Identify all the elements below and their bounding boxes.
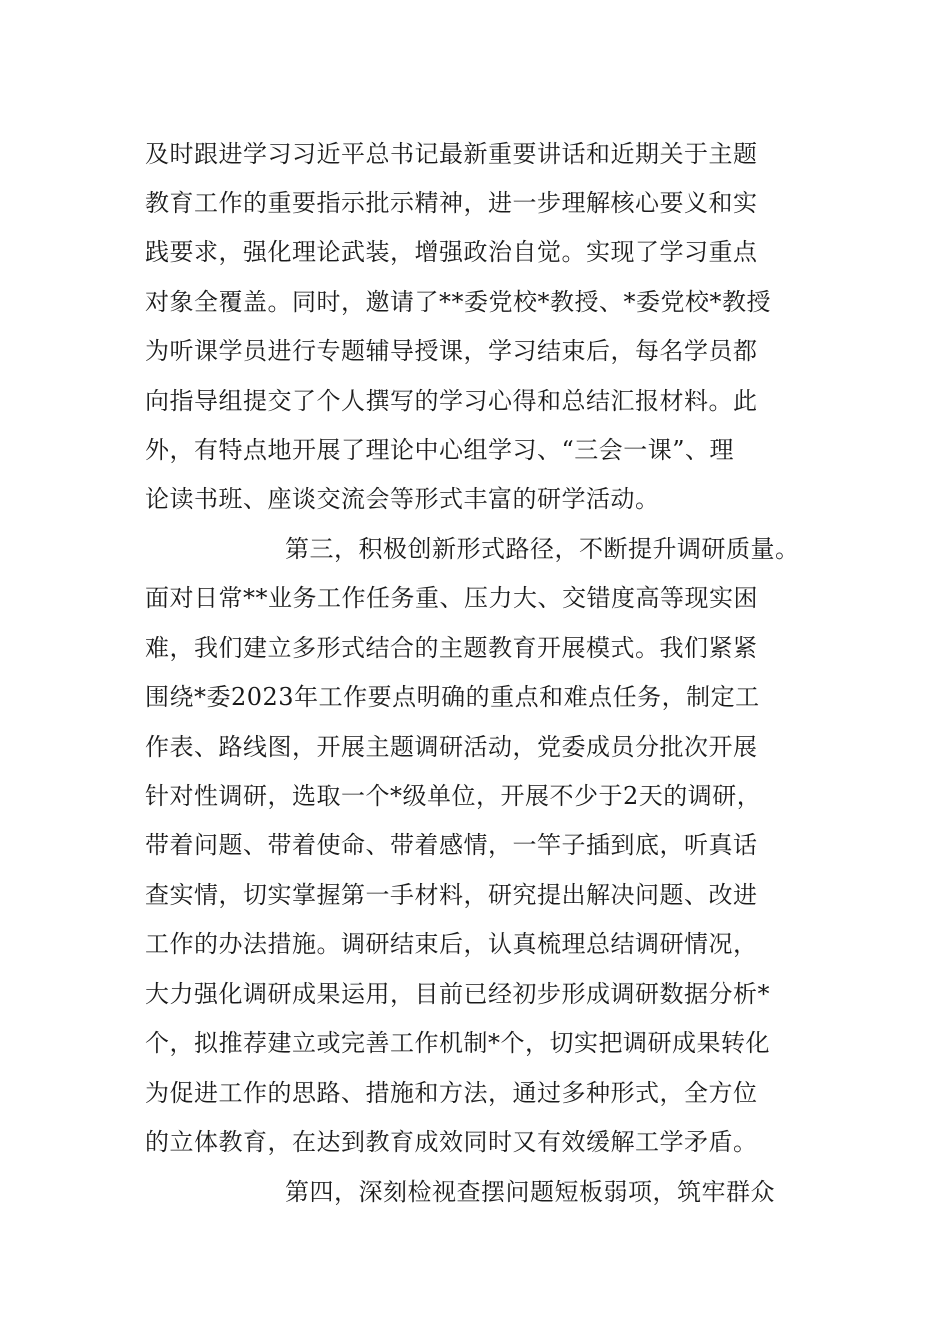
paragraph-line: 作表、路线图，开展主题调研活动，党委成员分批次开展 xyxy=(145,733,758,761)
paragraph-line: 外，有特点地开展了理论中心组学习、“三会一课”、理 xyxy=(145,436,735,464)
paragraph-line: 的立体教育，在达到教育成效同时又有效缓解工学矛盾。 xyxy=(145,1128,758,1156)
paragraph-line: 及时跟进学习习近平总书记最新重要讲话和近期关于主题 xyxy=(145,140,758,168)
paragraph-line: 围绕*委2023年工作要点明确的重点和难点任务，制定工 xyxy=(145,683,760,711)
section-heading-three: 第三，积极创新形式路径，不断提升调研质量。 xyxy=(285,535,800,563)
paragraph-line: 教育工作的重要指示批示精神，进一步理解核心要义和实 xyxy=(145,189,758,217)
paragraph-line: 论读书班、座谈交流会等形式丰富的研学活动。 xyxy=(145,485,660,513)
paragraph-line: 践要求，强化理论武装，增强政治自觉。实现了学习重点 xyxy=(145,238,758,266)
paragraph-line: 面对日常**业务工作任务重、压力大、交错度高等现实困 xyxy=(145,584,758,612)
paragraph-line: 难，我们建立多形式结合的主题教育开展模式。我们紧紧 xyxy=(145,634,758,662)
paragraph-line: 带着问题、带着使命、带着感情，一竿子插到底，听真话 xyxy=(145,831,758,859)
paragraph-line: 对象全覆盖。同时，邀请了**委党校*教授、*委党校*教授 xyxy=(145,288,771,316)
paragraph-line: 查实情，切实掌握第一手材料，研究提出解决问题、改进 xyxy=(145,881,758,909)
paragraph-line: 为促进工作的思路、措施和方法，通过多种形式，全方位 xyxy=(145,1079,758,1107)
section-heading-four: 第四，深刻检视查摆问题短板弱项，筑牢群众 xyxy=(285,1178,775,1206)
paragraph-line: 针对性调研，选取一个*级单位，开展不少于2天的调研， xyxy=(145,782,762,810)
paragraph-line: 个，拟推荐建立或完善工作机制*个，切实把调研成果转化 xyxy=(145,1029,770,1057)
paragraph-line: 为听课学员进行专题辅导授课，学习结束后，每名学员都 xyxy=(145,337,758,365)
paragraph-line: 工作的办法措施。调研结束后，认真梳理总结调研情况， xyxy=(145,930,758,958)
paragraph-line: 大力强化调研成果运用，目前已经初步形成调研数据分析* xyxy=(145,980,770,1008)
paragraph-line: 向指导组提交了个人撰写的学习心得和总结汇报材料。此 xyxy=(145,387,758,415)
